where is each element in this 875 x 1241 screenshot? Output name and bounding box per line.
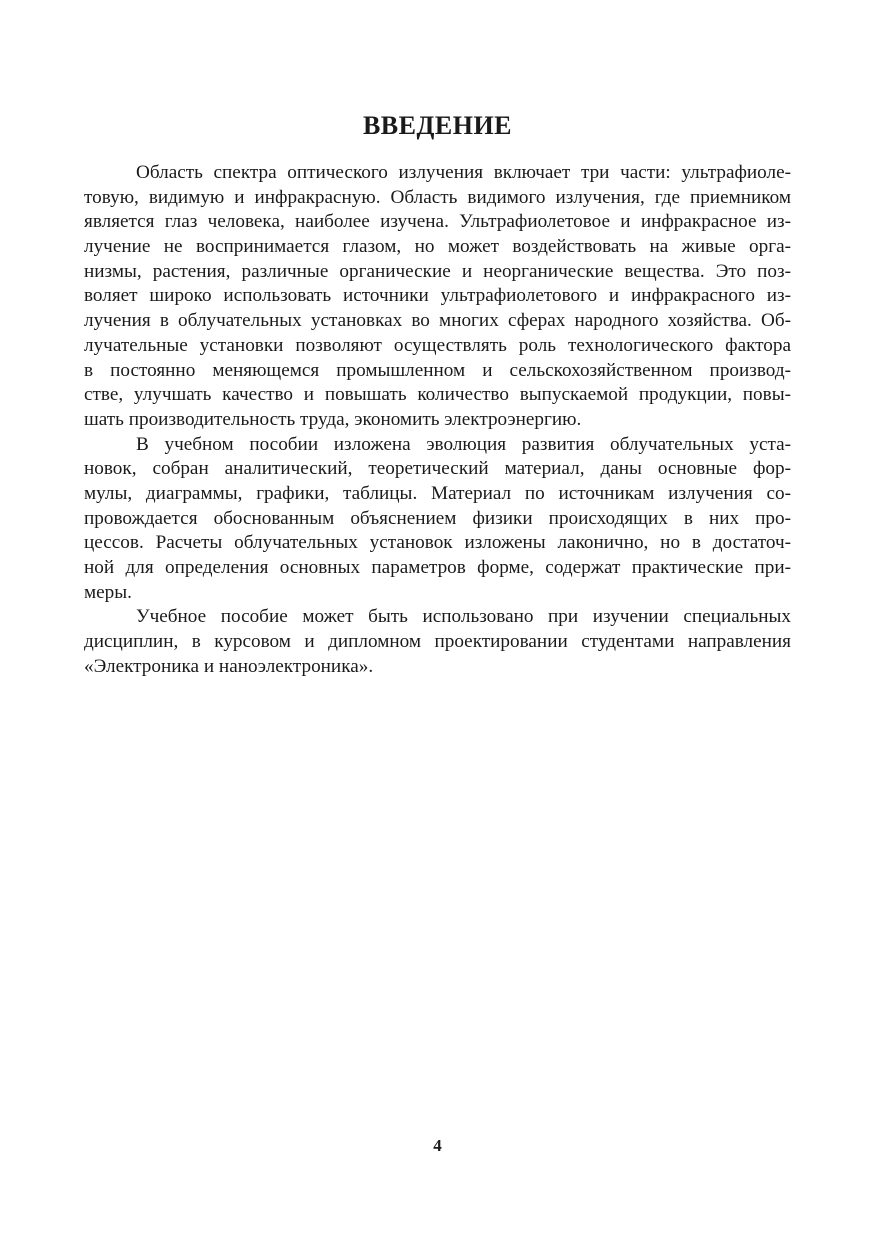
text-line: лучения в облучательных установках во многих сферах народного хозяйства. Об-	[84, 310, 791, 332]
text-line: лучательные установки позволяют осуществлять роль технологического фактора	[84, 334, 791, 356]
text-line: воляет широко использовать источники ультрафиолетового и инфракрасного из-	[84, 285, 791, 307]
text-line: новок, собран аналитический, теоретический материал, даны основные фор-	[84, 458, 791, 480]
text-line: Учебное пособие может быть использовано при изучении специальных	[136, 606, 791, 628]
text-line: стве, улучшать качество и повышать количество выпускаемой продукции, повы-	[84, 384, 791, 406]
paragraph-2	[84, 433, 791, 606]
text-line: «Электроника и наноэлектроника».	[84, 655, 374, 677]
text-line: в постоянно меняющемся промышленном и сельскохозяйственном производ-	[84, 359, 791, 381]
text-line: В учебном пособии изложена эволюция развития облучательных уста-	[136, 433, 791, 455]
body-text	[84, 161, 791, 679]
text-line: является глаз человека, наиболее изучена. Ультрафиолетовое и инфракрасное из-	[84, 211, 791, 233]
text-line: дисциплин, в курсовом и дипломном проектировании студентами направления	[84, 631, 791, 653]
text-line: Область спектра оптического излучения включает три части: ультрафиоле-	[136, 162, 791, 183]
page-title: ВВЕДЕНИЕ	[362, 111, 513, 140]
text-line: лучение не воспринимается глазом, но может воздействовать на живые орга-	[84, 236, 791, 258]
text-line: низмы, растения, различные органические и неорганические вещества. Это поз-	[84, 260, 791, 282]
paragraph-3	[84, 605, 791, 679]
text-line: провождается обоснованным объяснением физики происходящих в них про-	[84, 507, 791, 529]
text-line: товую, видимую и инфракрасную. Область видимого излучения, где приемником	[84, 186, 791, 208]
paragraph-1	[84, 161, 791, 433]
text-line: мулы, диаграммы, графики, таблицы. Материал по источникам излучения со-	[84, 482, 791, 504]
page-number: 4	[433, 1136, 442, 1155]
text-line: ной для определения основных параметров форме, содержат практические при-	[84, 557, 791, 578]
text-line: шать производительность труда, экономить электроэнергию.	[84, 408, 582, 430]
text-line: меры.	[84, 581, 132, 603]
text-line: цессов. Расчеты облучательных установок изложены лаконично, но в достаточ-	[84, 532, 791, 554]
